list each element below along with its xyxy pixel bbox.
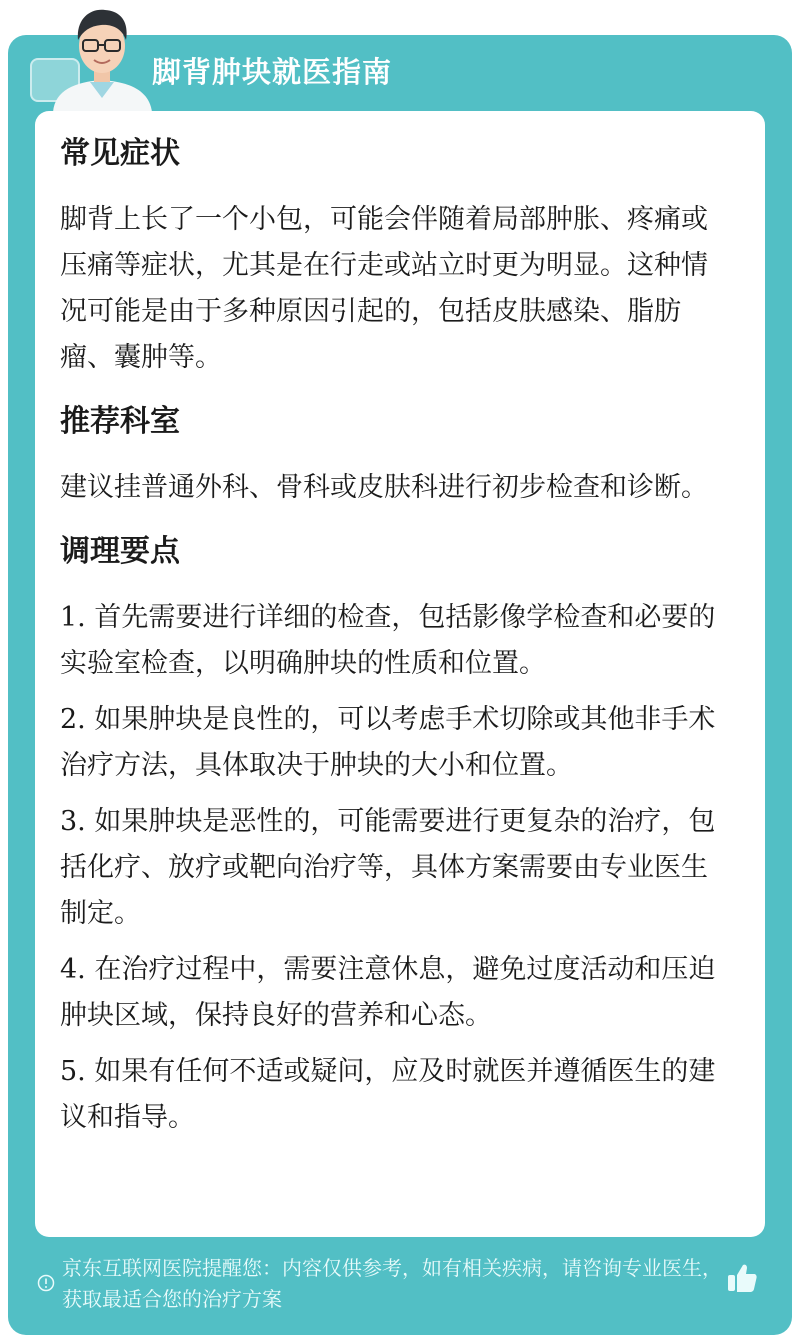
care-item-number: 2. <box>60 704 86 735</box>
page-title: 脚背肿块就医指南 <box>152 55 393 89</box>
care-item-text: 如果肿块是良性的，可以考虑手术切除或其他非手术治疗方法，具体取决于肿块的大小和位置。 <box>60 704 716 781</box>
care-item <box>60 595 730 687</box>
disclaimer-text: 京东互联网医院提醒您：内容仅供参考，如有相关疾病，请咨询专业医生，获取最适合您的治疗方案 <box>62 1256 722 1311</box>
thumbs-up-icon[interactable] <box>725 1261 759 1295</box>
care-item-text: 在治疗过程中，需要注意休息，避免过度活动和压迫肿块区域，保持良好的营养和心态。 <box>60 954 716 1031</box>
care-item-number: 5. <box>60 1056 86 1087</box>
info-icon <box>37 1274 55 1292</box>
care-item-number: 4. <box>60 954 86 985</box>
care-item-text: 如果有任何不适或疑问，应及时就医并遵循医生的建议和指导。 <box>60 1056 716 1133</box>
care-item-number: 1. <box>60 602 86 633</box>
care-item <box>60 947 730 1039</box>
care-heading: 调理要点 <box>60 534 180 569</box>
care-item-text: 如果肿块是恶性的，可能需要进行更复杂的治疗，包括化疗、放疗或靶向治疗等，具体方案需要由专业医生制定。 <box>60 806 716 929</box>
care-item <box>60 697 730 789</box>
symptoms-text: 脚背上长了一个小包，可能会伴随着局部肿胀、疼痛或压痛等症状，尤其是在行走或站立时更为明显。这种情况可能是由于多种原因引起的，包括皮肤感染、脂肪瘤、囊肿等。 <box>60 204 708 373</box>
doctor-avatar <box>45 0 160 112</box>
content-card <box>35 111 765 1237</box>
care-item <box>60 799 730 937</box>
department-heading: 推荐科室 <box>60 404 180 439</box>
symptoms-heading: 常见症状 <box>60 136 180 171</box>
care-item-number: 3. <box>60 806 86 837</box>
department-text: 建议挂普通外科、骨科或皮肤科进行初步检查和诊断。 <box>60 472 708 503</box>
care-item <box>60 1049 730 1141</box>
care-item-text: 首先需要进行详细的检查，包括影像学检查和必要的实验室检查，以明确肿块的性质和位置。 <box>60 602 716 679</box>
